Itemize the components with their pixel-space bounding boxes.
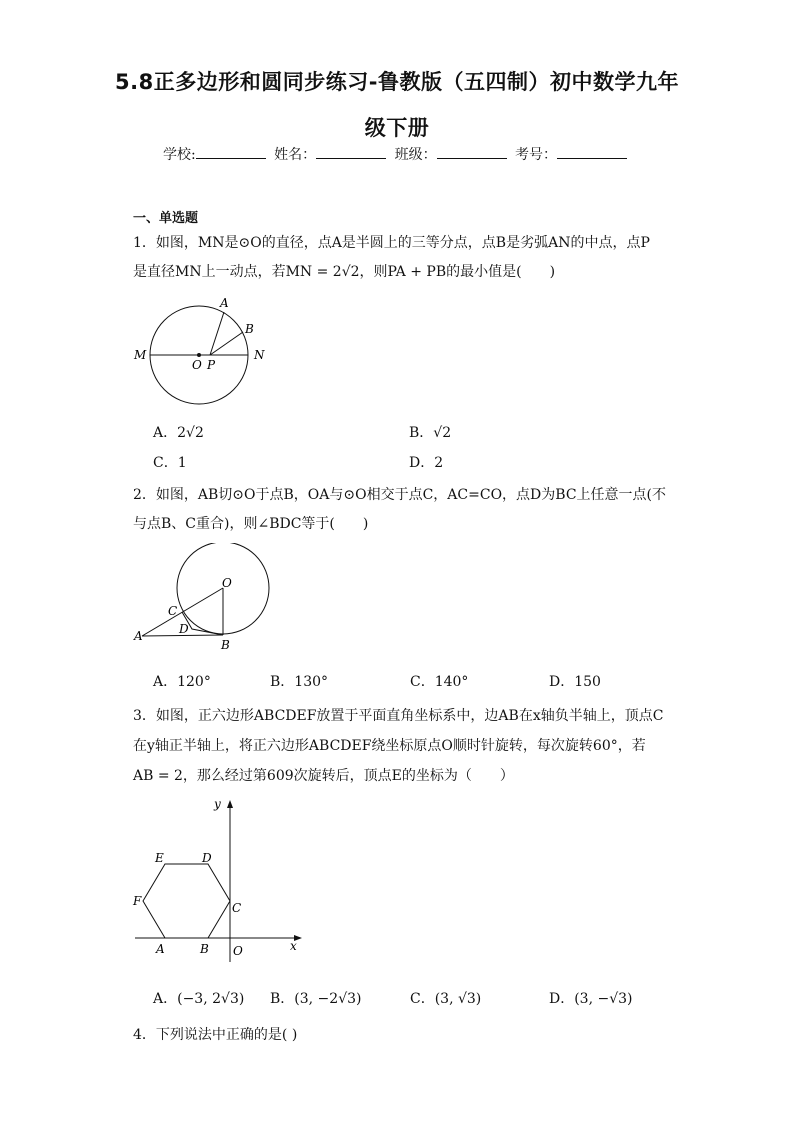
q1-point-O xyxy=(197,353,201,357)
q3-label-B: B xyxy=(200,942,209,956)
q3-y-axis-arrow xyxy=(227,800,233,808)
q3-label-E: E xyxy=(155,851,164,865)
q3-option-b[interactable]: B．(3, −2√3) xyxy=(270,991,362,1007)
school-label: 学校: xyxy=(162,147,196,163)
q3-label-C: C xyxy=(232,901,242,915)
q2-label-B: B xyxy=(221,638,230,652)
q1-option-a[interactable]: A．2√2 xyxy=(153,425,204,441)
name-blank[interactable] xyxy=(316,144,386,159)
number-label: 考号： xyxy=(515,147,558,163)
q2-option-c[interactable]: C．140° xyxy=(410,674,469,690)
q3-hexagon xyxy=(143,864,230,938)
q1-text-line2: 是直径MN上一动点，若MN = 2√2，则PA + PB的最小值是( ) xyxy=(133,264,556,280)
q2-label-O: O xyxy=(222,576,232,590)
q1-option-b[interactable]: B．√2 xyxy=(409,425,452,441)
q1-label-O: O xyxy=(192,358,202,372)
q2-option-a[interactable]: A．120° xyxy=(153,674,211,690)
q1-label-A: A xyxy=(220,296,229,310)
class-blank[interactable] xyxy=(437,144,507,159)
q1-label-P: P xyxy=(207,358,216,372)
q2-option-d[interactable]: D．150 xyxy=(549,674,601,690)
q4-text-line1: 4．下列说法中正确的是( ) xyxy=(133,1027,298,1043)
number-blank[interactable] xyxy=(557,144,627,159)
q1-label-N: N xyxy=(254,348,265,362)
q1-figure xyxy=(130,292,280,407)
section-heading: 一、单选题 xyxy=(133,211,199,226)
q3-label-y: y xyxy=(214,797,221,811)
q3-label-F: F xyxy=(133,894,142,908)
q2-text-line2: 与点B、C重合)，则∠BDC等于( ) xyxy=(133,516,369,532)
name-label: 姓名： xyxy=(274,147,317,163)
q2-text-line1: 2．如图，AB切⊙O于点B，OA与⊙O相交于点C，AC=CO，点D为BC上任意一点(不 xyxy=(133,487,666,503)
q3-option-d[interactable]: D．(3, −√3) xyxy=(549,991,633,1007)
class-label: 班级： xyxy=(394,147,437,163)
q3-label-O: O xyxy=(233,944,243,958)
q2-option-b[interactable]: B．130° xyxy=(270,674,329,690)
q1-option-d[interactable]: D．2 xyxy=(409,455,444,471)
q3-figure xyxy=(130,792,310,967)
q1-option-c[interactable]: C．1 xyxy=(153,455,187,471)
q3-label-x: x xyxy=(290,939,297,953)
q1-segment-PB xyxy=(210,332,243,355)
q3-label-D: D xyxy=(202,851,212,865)
q2-figure xyxy=(130,543,280,658)
q3-label-A: A xyxy=(156,942,165,956)
q1-label-M: M xyxy=(134,348,147,362)
q1-label-B: B xyxy=(245,322,254,336)
q3-text-line1: 3．如图，正六边形ABCDEF放置于平面直角坐标系中，边AB在x轴负半轴上，顶点C xyxy=(133,708,664,724)
q2-label-A: A xyxy=(134,629,143,643)
q1-segment-PA xyxy=(210,312,224,355)
q2-label-D: D xyxy=(179,622,189,636)
q2-label-C: C xyxy=(168,604,178,618)
q3-text-line3: AB = 2，那么经过第609次旋转后，顶点E的坐标为（ ） xyxy=(133,768,514,784)
q1-text-line1: 1．如图，MN是⊙O的直径，点A是半圆上的三等分点，点B是劣弧AN的中点，点P xyxy=(133,235,650,251)
document-title-line2: 级下册 xyxy=(364,116,430,140)
q3-option-a[interactable]: A．(−3, 2√3) xyxy=(153,991,245,1007)
student-info-line xyxy=(0,144,794,164)
school-blank[interactable] xyxy=(196,144,266,159)
q3-option-c[interactable]: C．(3, √3) xyxy=(410,991,482,1007)
document-title-line1: 5.8正多边形和圆同步练习-鲁教版（五四制）初中数学九年 xyxy=(115,70,679,94)
q3-text-line2: 在y轴正半轴上，将正六边形ABCDEF绕坐标原点O顺时针旋转，每次旋转60°，若 xyxy=(133,738,646,754)
